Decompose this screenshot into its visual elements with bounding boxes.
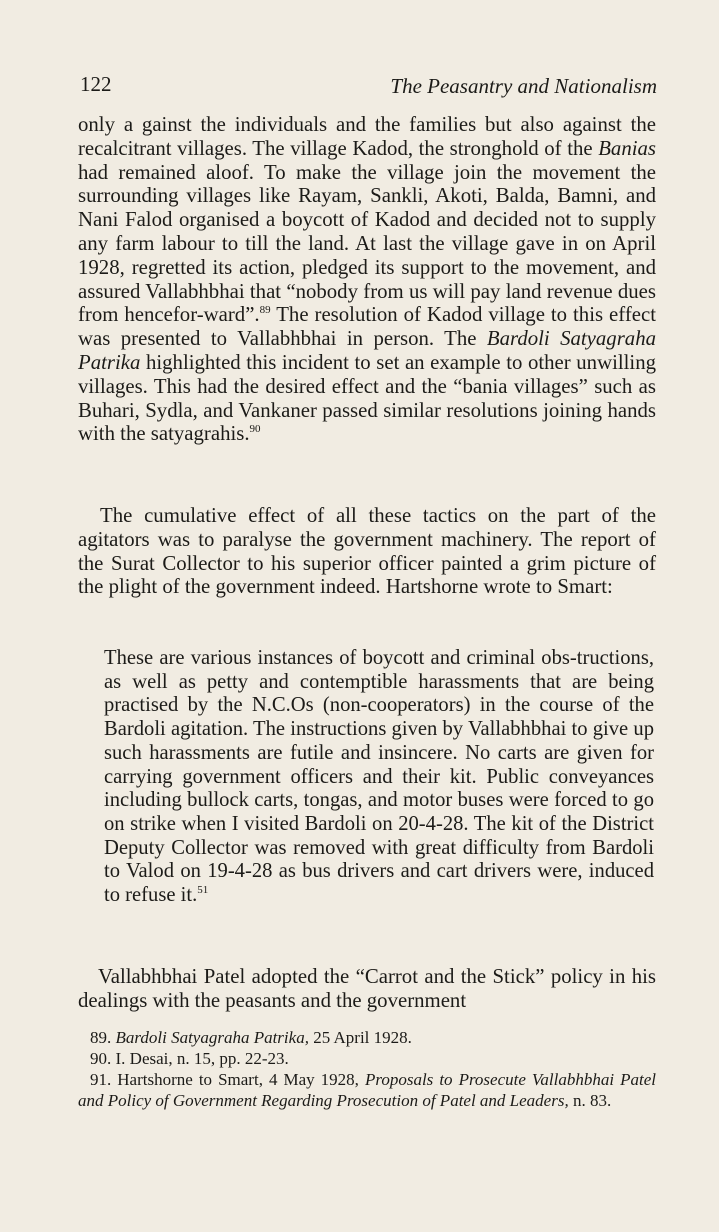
banias-term: Banias (598, 136, 656, 160)
footnote-detail: I. Desai, n. 15, pp. 22-23. (115, 1049, 289, 1068)
paragraph-2-text: The cumulative effect of all these tactics on the part of the agitators was to paralyse the government machinery. The report of the Surat Collector to his superior officer painted a grim picture of the plight of the government indeed. Hartshorne wrote to Smart: (78, 504, 656, 599)
footnote-89 (78, 1027, 656, 1048)
footnote-lead: Hartshorne to Smart, 4 May 1928, (117, 1070, 365, 1089)
patrika-title: Bardoli Satyagraha Patrika (78, 327, 656, 374)
footnote-number: 89. (90, 1028, 112, 1047)
footnote-detail: n. 83. (568, 1091, 612, 1110)
paragraph-3-text: Vallabhbhai Patel adopted the “Carrot and the Stick” policy in his dealings with the peasants and the government (78, 965, 656, 1012)
footnote-number: 91. (90, 1070, 112, 1089)
running-title: The Peasantry and Nationalism (390, 74, 657, 98)
paragraph-2 (78, 504, 656, 599)
footnote-source-title: Proposals to Prosecute Vallabhbhai Patel and Policy of Government Regarding Prosecution of Patel and Leaders, (78, 1070, 657, 1110)
page-number: 122 (80, 72, 112, 96)
paragraph-1-text-d: highlighted this incident to set an example to other unwilling villages. This had the desired effect and the “bania villages” such as Buhari, Sydla, and Vankaner passed similar resolutions joining hands with the satyagrahis. (78, 350, 656, 446)
paragraph-3 (78, 965, 656, 1013)
page-header (80, 72, 657, 102)
footnote-ref-90: 90 (249, 423, 261, 436)
paragraph-1-text-a: only a gainst the individuals and the families but also against the recalcitrant villages. The village Kadod, the stronghold of the (78, 113, 656, 160)
paragraph-1-text-b: had remained aloof. To make the village join the movement the surrounding villages like Rayam, Sankli, Akoti, Balda, Bamni, and Nani Falod organised a boycott of Kadod and decided not to supply any farm labour to till the land. At last the village gave in on April 1928, regretted its action, pledged its support to the movement, and assured Vallabhbhai that “nobody from us will pay land revenue dues from hencefor-ward”. (78, 160, 656, 327)
footnote-detail: 25 April 1928. (308, 1028, 412, 1047)
block-quote (104, 647, 654, 908)
footnote-source-title: Bardoli Satyagraha Patrika, (115, 1028, 309, 1047)
paragraph-1-text-c: The resolution of Kadod village to this effect was presented to Vallabhbhai in person. The (78, 303, 656, 351)
block-quote-text: These are various instances of boycott and criminal obs-tructions, as well as petty and contemptible harassments that are being practised by the N.C.Os (non-cooperators) in the course of the Bardoli agitation. The instructions given by Vallabhbhai to give up such harassments are futile and insincere. No carts are given for carrying government officers and their kit. Public conveyances including bullock carts, tongas, and motor buses were forced to go on strike when I visited Bardoli on 20-4-28. The kit of the District Deputy Collector was removed with great difficulty from Bardoli to Valod on 19-4-28 as bus drivers and cart drivers were, induced to refuse it. (104, 647, 654, 907)
paragraph-1 (78, 113, 656, 446)
footnote-number: 90. (90, 1049, 112, 1068)
footnote-91 (78, 1069, 656, 1111)
footnotes (78, 1027, 656, 1111)
footnote-ref-51: 51 (197, 884, 209, 897)
footnote-90 (78, 1048, 656, 1069)
footnote-ref-89: 89 (259, 304, 271, 317)
